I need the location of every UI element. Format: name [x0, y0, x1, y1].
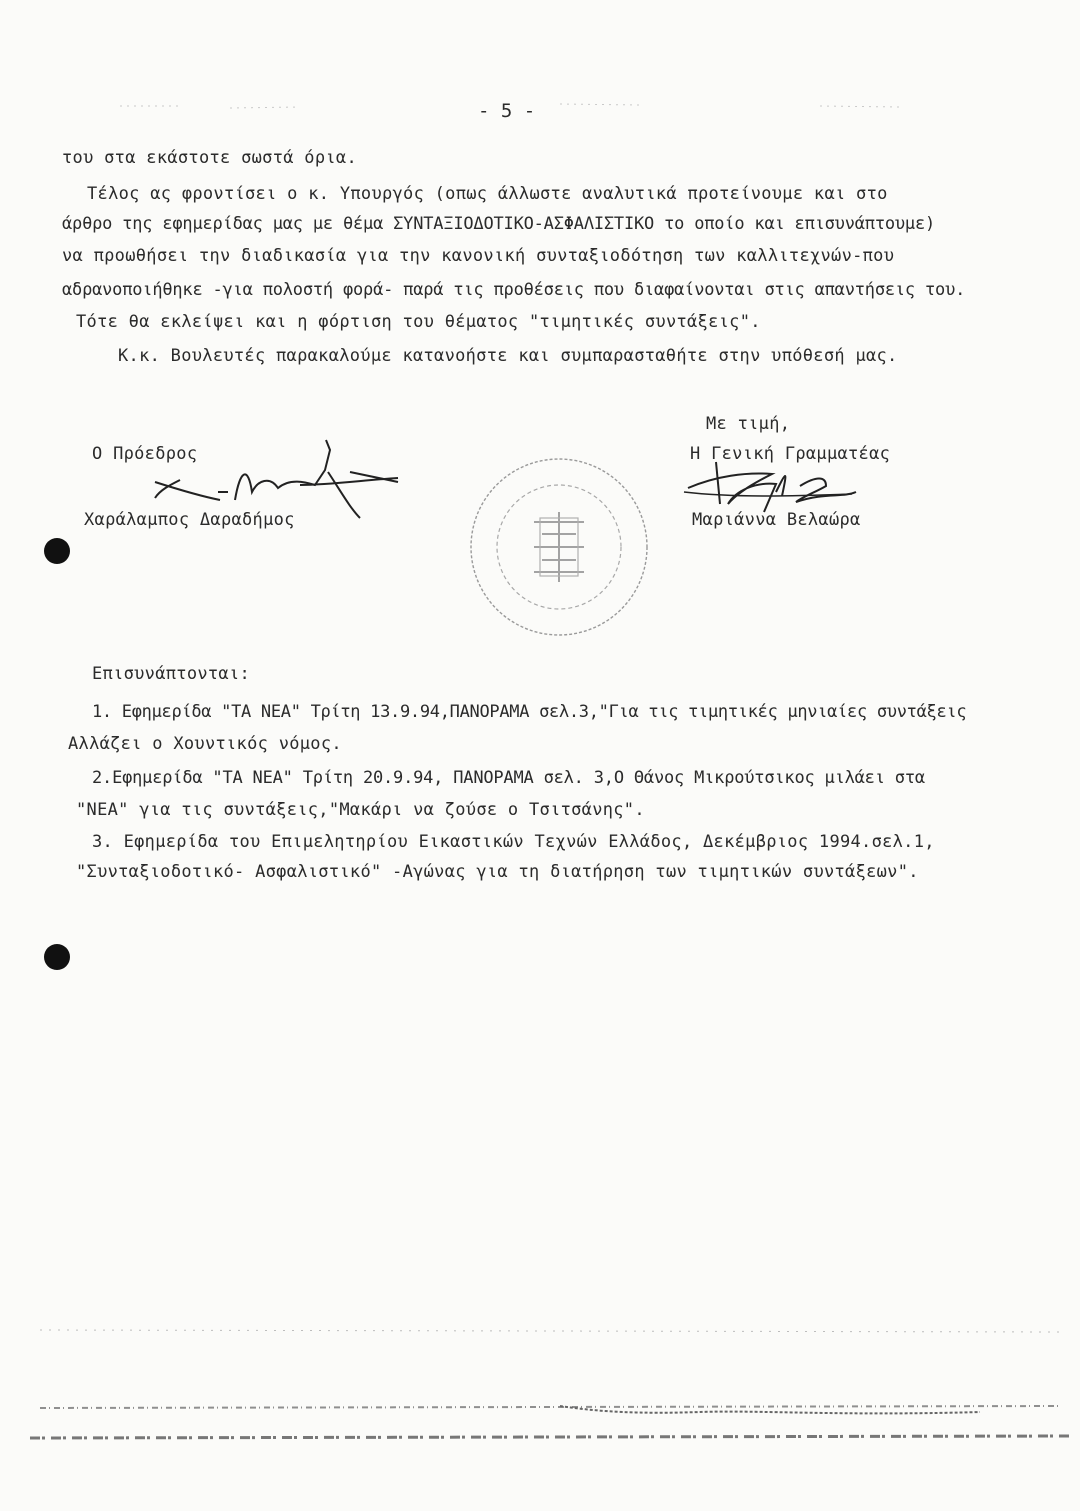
body-line: να προωθήσει την διαδικασία για την κανονική συνταξιοδότηση των καλλιτεχνών-που: [62, 246, 895, 266]
body-line: άρθρο της εφημερίδας μας με θέμα ΣΥΝΤΑΞΙΟΔΟΤΙΚΟ-ΑΣΦΑΛΙΣΤΙΚΟ το οποίο και επισυνάπτουμε): [62, 214, 936, 234]
left-signatory-role: Ο Πρόεδρος: [92, 444, 198, 464]
scan-noise-bottom: [0, 1320, 1080, 1440]
body-line: Κ.κ. Βουλευτές παρακαλούμε κατανοήστε και συμπαρασταθήτε στην υπόθεσή μας.: [118, 346, 898, 366]
body-line: του στα εκάστοτε σωστά όρια.: [62, 148, 357, 168]
attachment-line: 3. Εφημερίδα του Επιμελητηρίου Εικαστικών Τεχνών Ελλάδος, Δεκέμβριος 1994.σελ.1,: [92, 832, 935, 852]
association-seal: [464, 452, 654, 642]
attachment-line: 2.Εφημερίδα "ΤΑ ΝΕΑ" Τρίτη 20.9.94, ΠΑΝΟΡΑΜΑ σελ. 3,Ο Θάνος Μικρούτσικος μιλάει στα: [92, 768, 925, 788]
page-number: - 5 -: [478, 100, 536, 122]
right-signatory-role: Η Γενική Γραμματέας: [690, 444, 891, 464]
attachment-line: Αλλάζει ο Χουντικός νόμος.: [68, 734, 342, 754]
left-signatory-name: Χαράλαμπος Δαραδήμος: [84, 510, 295, 530]
body-line: Τότε θα εκλείψει και η φόρτιση του θέματος "τιμητικές συντάξεις".: [76, 312, 761, 332]
right-signatory-name: Μαριάννα Βελαώρα: [692, 510, 861, 530]
scan-noise-top: [0, 98, 1080, 118]
attachment-line: 1. Εφημερίδα "ΤΑ ΝΕΑ" Τρίτη 13.9.94,ΠΑΝΟΡΑΜΑ σελ.3,"Για τις τιμητικές μηνιαίες συντάξεις: [92, 702, 967, 722]
attachment-line: "Συνταξιοδοτικό- Ασφαλιστικό" -Αγώνας για τη διατήρηση των τιμητικών συντάξεων".: [76, 862, 919, 882]
punch-hole: [44, 538, 70, 564]
closing-text: Με τιμή,: [706, 414, 791, 434]
punch-hole: [44, 944, 70, 970]
attachment-line: "ΝΕΑ" για τις συντάξεις,"Μακάρι να ζούσε ο Τσιτσάνης".: [76, 800, 645, 820]
attachments-heading: Επισυνάπτονται:: [92, 664, 251, 684]
body-line: Τέλος ας φροντίσει ο κ. Υπουργός (οπως άλλωστε αναλυτικά προτείνουμε και στο: [87, 184, 888, 204]
body-line: αδρανοποιήθηκε -για πολοστή φορά- παρά τις προθέσεις που διαφαίνονται στις απαντήσεις του.: [62, 280, 966, 300]
